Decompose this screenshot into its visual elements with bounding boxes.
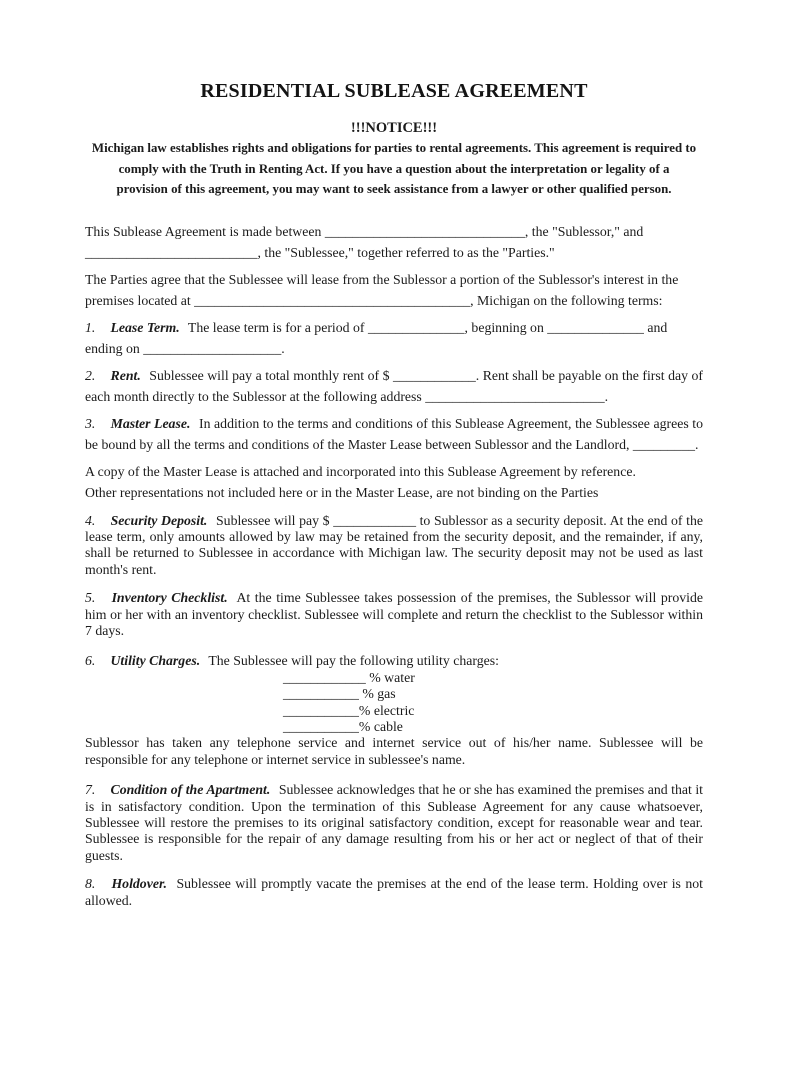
master-lease-note-line-1: A copy of the Master Lease is attached and incorporated into this Sublease Agreement by reference. — [85, 463, 636, 479]
clause-number: 5. — [85, 590, 96, 606]
clause-holdover — [85, 876, 703, 909]
clause-heading: Lease Term. — [110, 319, 180, 335]
clause-utility-charges — [85, 653, 703, 669]
clause-body: Sublessee will pay a total monthly rent of $ ____________. Rent shall be payable on the first day of each month directly to the Sublessor at the following address __________________________. — [85, 367, 704, 404]
clause-number: 1. — [85, 319, 96, 335]
notice-heading: !!!NOTICE!!! — [350, 120, 438, 136]
clause-number: 6. — [85, 653, 96, 669]
clause-number: 2. — [85, 367, 96, 383]
notice-line-2: comply with the Truth in Renting Act. If you have a question about the interpretation or legality of a — [118, 161, 670, 176]
clause-body: The lease term is for a period of ______________, beginning on ______________ and ending on ____________________. — [85, 319, 668, 356]
clause-number: 3. — [85, 415, 96, 431]
clause-inventory-checklist — [85, 590, 703, 639]
clause-master-lease — [85, 413, 703, 455]
utility-blank-electric: ___________% electric — [283, 702, 415, 718]
master-lease-note-line-2: Other representations not included here or in the Master Lease, are not binding on the Parties — [85, 484, 599, 500]
clause-security-deposit — [85, 513, 703, 579]
parties-line-2: _________________________, the "Sublessee," together referred to as the "Parties." — [85, 244, 555, 260]
notice-line-3: provision of this agreement, you may want to seek assistance from a lawyer or other qualified person. — [116, 182, 672, 196]
notice-line-1: Michigan law establishes rights and obligations for parties to rental agreements. This agreement is required to — [91, 141, 697, 155]
premises-paragraph: The Parties agree that the Sublessee will lease from the Sublessor a portion of the Sublessor's interest in the premises located at ________________________________________, Michigan on the following terms: — [85, 271, 679, 308]
clause-heading: Condition of the Apartment. — [110, 782, 271, 798]
clause-body: Sublessee acknowledges that he or she has examined the premises and that it is in satisfactory condition. Upon the termination of this Sublease Agreement for any cause whatsoever, Sublessee will restore the premises to its original satisfactory condition, except for reasonable wear and tear. Sublessee is responsible for the repair of any damage resulting from his or her act or neglect of that of their guests. — [85, 782, 704, 863]
utility-blank-cable: ___________% cable — [283, 718, 403, 734]
clause-number: 7. — [85, 782, 96, 798]
master-lease-note — [85, 461, 703, 503]
clause-number: 4. — [85, 512, 96, 528]
parties-paragraph — [85, 221, 703, 263]
document-title: RESIDENTIAL SUBLEASE AGREEMENT — [200, 80, 588, 102]
clause-body: The Sublessee will pay the following utility charges: — [208, 653, 499, 669]
parties-line-1: This Sublease Agreement is made between _____________________________, the "Sublessor," and — [85, 223, 644, 239]
clause-body: Sublessee will promptly vacate the premises at the end of the lease term. Holding over is not allowed. — [85, 876, 703, 908]
clause-number: 8. — [85, 876, 96, 892]
clause-heading: Utility Charges. — [110, 653, 201, 669]
utility-blank-water: ____________ % water — [283, 669, 415, 685]
clause-heading: Holdover. — [111, 876, 168, 892]
clause-lease-term — [85, 317, 703, 359]
clause-heading: Master Lease. — [110, 415, 191, 431]
clause-heading: Rent. — [110, 367, 141, 383]
clause-heading: Security Deposit. — [110, 512, 208, 528]
clause-body: Sublessee will pay $ ____________ to Sublessor as a security deposit. At the end of the lease term, only amounts allowed by law may be retained from the security deposit, and the remainder, if any, shall be returned to Sublessee in accordance with Michigan law. The security deposit may not be used as last month's rent. — [85, 512, 703, 577]
clause-body: At the time Sublessee takes possession of the premises, the Sublessor will provide him or her with an inventory checklist. Sublessee will complete and return the checklist to the Sublessor within 7 days. — [85, 590, 703, 638]
clause-rent — [85, 365, 703, 407]
clause-body: In addition to the terms and conditions of this Sublease Agreement, the Sublessee agrees to be bound by all the terms and conditions of the Master Lease between Sublessor and the Landlord, _________. — [85, 415, 704, 452]
clause-heading: Inventory Checklist. — [111, 590, 228, 606]
clause-condition-of-apartment — [85, 782, 703, 864]
utility-note: Sublessor has taken any telephone service and internet service out of his/her name. Sublessee will be responsible for any telephone or internet service in sublessee's name. — [85, 735, 703, 767]
utility-blank-gas: ___________ % gas — [283, 686, 396, 702]
